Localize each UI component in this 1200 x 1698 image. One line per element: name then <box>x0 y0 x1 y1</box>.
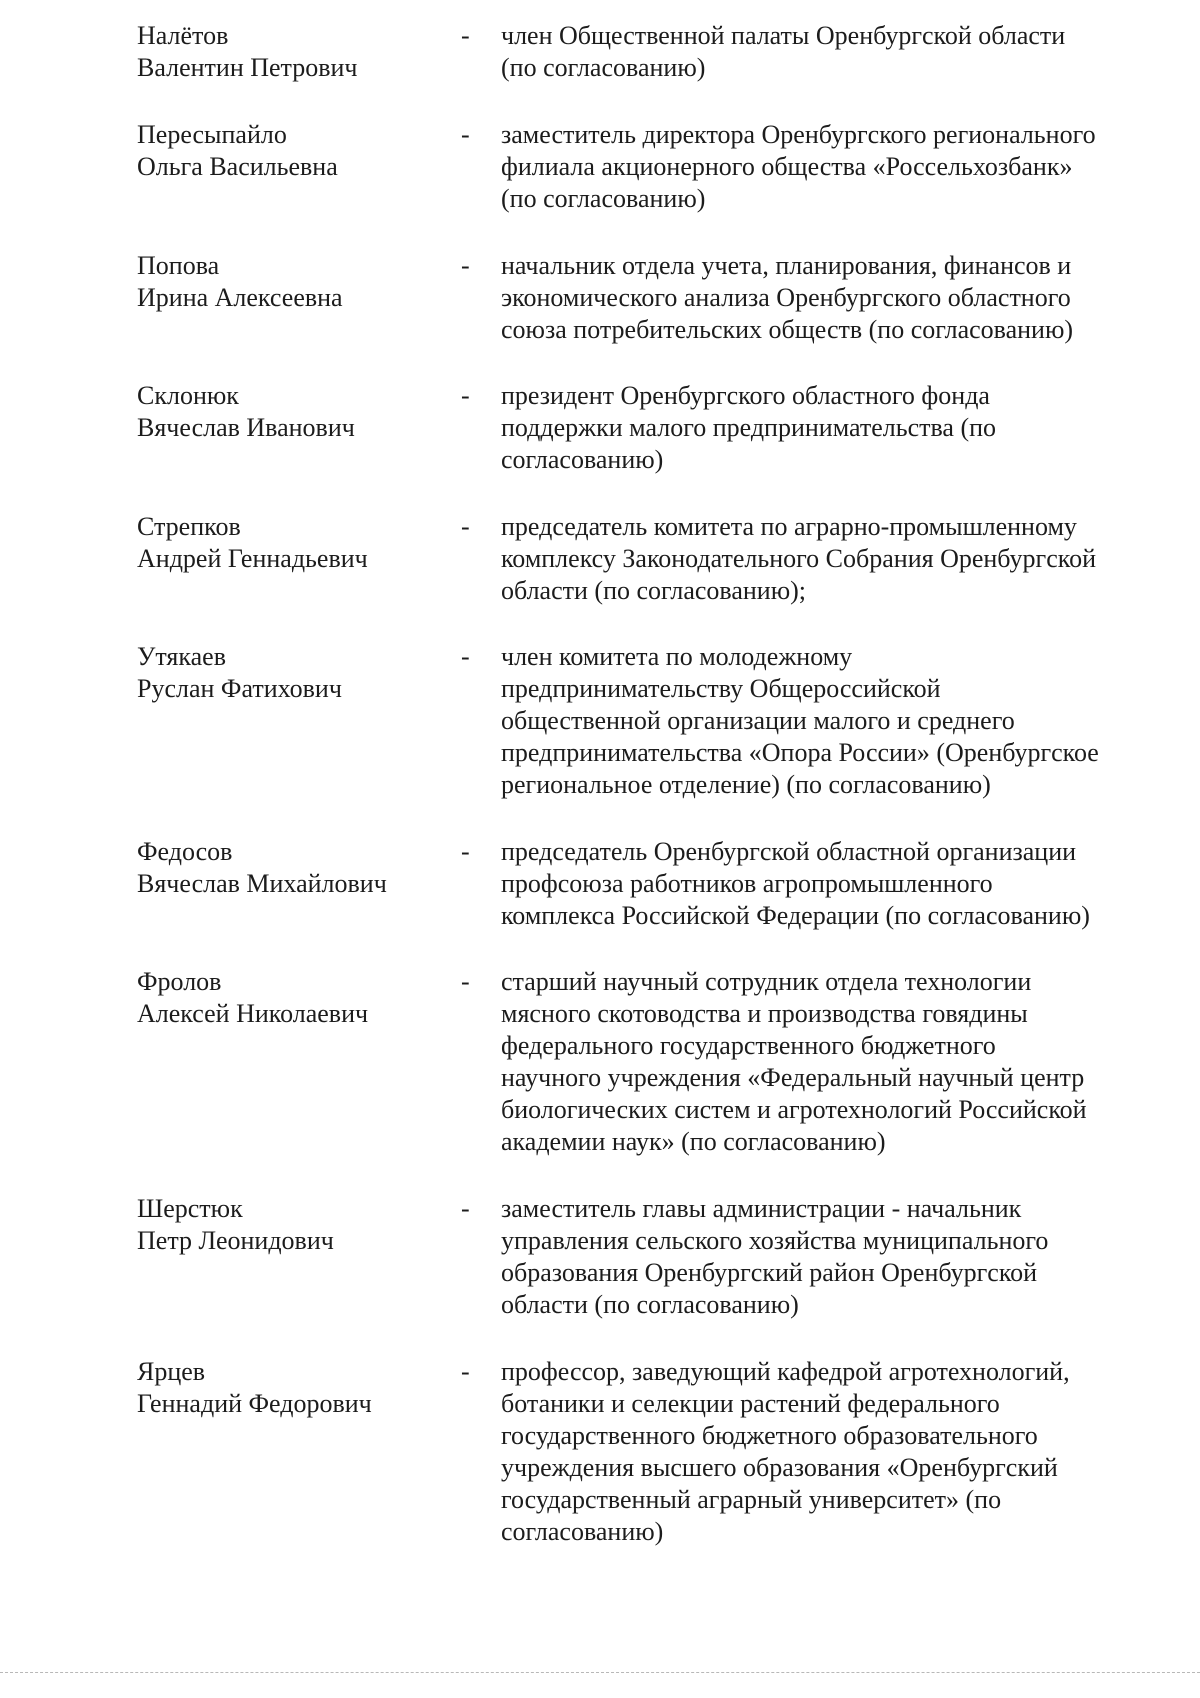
member-surname: Фролов <box>137 967 222 996</box>
member-surname: Пересыпайло <box>137 120 287 149</box>
role-line: общественной организации малого и среднего <box>501 706 1015 735</box>
member-name <box>137 380 457 444</box>
role-line: ботаники и селекции растений федерального <box>501 1389 1000 1418</box>
member-role <box>501 119 1176 215</box>
member-given-names: Алексей Николаевич <box>137 999 369 1028</box>
role-line: заместитель главы администрации - начальник <box>501 1194 1022 1223</box>
separator-dash: - <box>461 837 470 866</box>
member-role <box>501 1193 1176 1321</box>
member-given-names: Ольга Васильевна <box>137 152 338 181</box>
member-name <box>137 836 457 900</box>
role-line: профессор, заведующий кафедрой агротехнологий, <box>501 1357 1070 1386</box>
member-surname: Шерстюк <box>137 1194 243 1223</box>
role-line: начальник отдела учета, планирования, финансов и <box>501 251 1072 280</box>
separator-dash: - <box>461 120 470 149</box>
member-given-names: Валентин Петрович <box>137 53 358 82</box>
member-surname: Стрепков <box>137 512 241 541</box>
role-line: предпринимательству Общероссийской <box>501 674 941 703</box>
role-line: председатель комитета по аграрно-промышленному <box>501 512 1077 541</box>
member-name <box>137 641 457 705</box>
role-line: (по согласованию) <box>501 184 706 213</box>
member-role <box>501 641 1176 801</box>
member-name <box>137 119 457 183</box>
member-given-names: Петр Леонидович <box>137 1226 334 1255</box>
role-line: мясного скотоводства и производства говядины <box>501 999 1028 1028</box>
member-name <box>137 1356 457 1420</box>
separator-dash: - <box>461 21 470 50</box>
member-name <box>137 1193 457 1257</box>
role-line: согласованию) <box>501 445 664 474</box>
member-role <box>501 1356 1176 1548</box>
role-line: председатель Оренбургской областной организации <box>501 837 1077 866</box>
member-surname: Утякаев <box>137 642 226 671</box>
member-given-names: Вячеслав Иванович <box>137 413 355 442</box>
role-line: образования Оренбургский район Оренбургской <box>501 1258 1038 1287</box>
member-role <box>501 511 1176 607</box>
role-line: региональное отделение) (по согласованию) <box>501 770 991 799</box>
separator-dash: - <box>461 1194 470 1223</box>
member-given-names: Андрей Геннадьевич <box>137 544 368 573</box>
role-line: президент Оренбургского областного фонда <box>501 381 990 410</box>
role-line: старший научный сотрудник отдела технологии <box>501 967 1032 996</box>
role-line: согласованию) <box>501 1517 664 1546</box>
role-line: комплекса Российской Федерации (по согласованию) <box>501 901 1090 930</box>
member-role <box>501 836 1176 932</box>
member-role <box>501 966 1176 1158</box>
role-line: академии наук» (по согласованию) <box>501 1127 886 1156</box>
role-line: заместитель директора Оренбургского регионального <box>501 120 1096 149</box>
member-surname: Налётов <box>137 21 229 50</box>
role-line: государственного бюджетного образовательного <box>501 1421 1038 1450</box>
role-line: федерального государственного бюджетного <box>501 1031 996 1060</box>
role-line: член Общественной палаты Оренбургской области <box>501 21 1066 50</box>
role-line: филиала акционерного общества «Россельхозбанк» <box>501 152 1073 181</box>
member-name <box>137 966 457 1030</box>
separator-dash: - <box>461 381 470 410</box>
role-line: управления сельского хозяйства муниципального <box>501 1226 1049 1255</box>
separator-dash: - <box>461 512 470 541</box>
role-line: поддержки малого предпринимательства (по <box>501 413 997 442</box>
role-line: области (по согласованию); <box>501 576 807 605</box>
role-line: биологических систем и агротехнологий Российской <box>501 1095 1087 1124</box>
member-role <box>501 20 1176 84</box>
role-line: государственный аграрный университет» (по <box>501 1485 1002 1514</box>
separator-dash: - <box>461 251 470 280</box>
separator-dash: - <box>461 967 470 996</box>
role-line: научного учреждения «Федеральный научный центр <box>501 1063 1085 1092</box>
page-footer-rule <box>0 1672 1200 1673</box>
member-given-names: Геннадий Федорович <box>137 1389 372 1418</box>
member-name <box>137 20 457 84</box>
member-name <box>137 250 457 314</box>
member-role <box>501 380 1176 476</box>
separator-dash: - <box>461 642 470 671</box>
role-line: член комитета по молодежному <box>501 642 853 671</box>
member-given-names: Ирина Алексеевна <box>137 283 343 312</box>
role-line: (по согласованию) <box>501 53 706 82</box>
member-surname: Федосов <box>137 837 233 866</box>
role-line: комплексу Законодательного Собрания Оренбургской <box>501 544 1096 573</box>
member-role <box>501 250 1176 346</box>
role-line: экономического анализа Оренбургского областного <box>501 283 1071 312</box>
member-given-names: Руслан Фатихович <box>137 674 342 703</box>
role-line: учреждения высшего образования «Оренбургский <box>501 1453 1058 1482</box>
role-line: союза потребительских обществ (по согласованию) <box>501 315 1074 344</box>
member-surname: Склонюк <box>137 381 239 410</box>
member-given-names: Вячеслав Михайлович <box>137 869 387 898</box>
member-surname: Ярцев <box>137 1357 206 1386</box>
member-name <box>137 511 457 575</box>
role-line: области (по согласованию) <box>501 1290 799 1319</box>
role-line: профсоюза работников агропромышленного <box>501 869 993 898</box>
role-line: предпринимательства «Опора России» (Оренбургское <box>501 738 1099 767</box>
member-surname: Попова <box>137 251 220 280</box>
separator-dash: - <box>461 1357 470 1386</box>
